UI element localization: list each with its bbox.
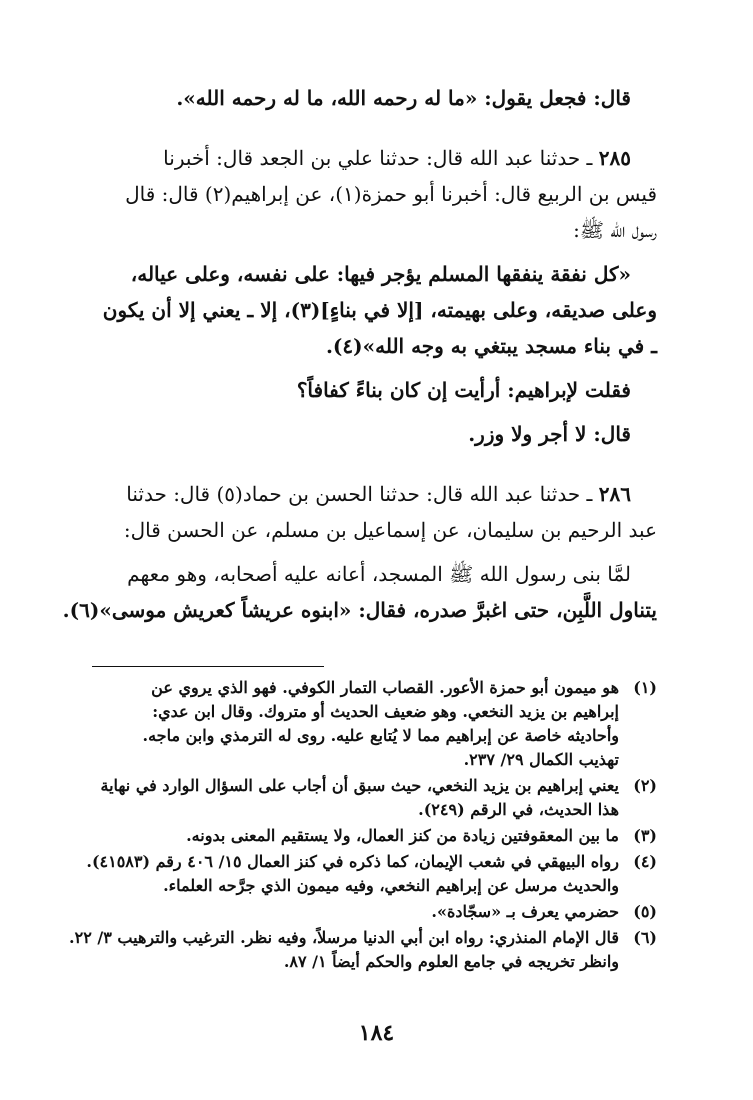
hadith-285-number: ٢٨٥ [598, 146, 631, 170]
hadith-285-isnad-line-2: قيس بن الربيع قال: أخبرنا أبو حمزة(١)، عن إبراهيم(٢) قال: قال [125, 182, 657, 206]
footnote-line: وانظر تخريجه في جامع العلوم والحكم أيضاً ١/ ٨٧. [283, 952, 619, 971]
footnote-divider [92, 666, 324, 667]
footnote-line: هذا الحديث، في الرقم (٢٤٩). [418, 800, 619, 819]
spacer [87, 364, 657, 372]
footnote-line: قال الإمام المنذري: رواه ابن أبي الدنيا مرسلاً، وفيه نظر. الترغيب والترهيب ٣/ ٢٢. [69, 928, 619, 947]
hadith-285-answer: قال: لا أجر ولا وزر. [468, 422, 631, 446]
hadith-286-isnad-line-1 [87, 476, 657, 512]
spacer [87, 548, 657, 556]
spacer [87, 452, 657, 476]
footnote-line: يعني إبراهيم بن يزيد النخعي، حيث سبق أن أجاب على السؤال الوارد في نهاية [100, 776, 619, 795]
hadith-285-isnad-line-3: رسول الله ﷺ: [573, 218, 657, 242]
footnote-number: (٣) [633, 826, 657, 845]
footnote-number: (٤) [633, 852, 657, 871]
hadith-285-matn-line-3: ـ في بناء مسجد يبتغي به وجه الله»(٤). [325, 334, 657, 358]
footnote-body [69, 926, 619, 974]
footnote-number: (٢) [633, 776, 657, 795]
hadith-286-isnad-text-1: ـ حدثنا عبد الله قال: حدثنا الحسن بن حماد(٥) قال: حدثنا [126, 482, 599, 506]
footnote-5 [87, 900, 657, 924]
opening-line: قال: فجعل يقول: «ما له رحمه الله، ما له رحمه الله». [176, 86, 631, 110]
footnote-body [87, 900, 619, 924]
footnote-number: (١) [633, 678, 657, 697]
hadith-285-matn-line-1: «كل نفقة ينفقها المسلم يؤجر فيها: على نفسه، وعلى عياله، [130, 262, 631, 286]
hadith-285-isnad-text-1: ـ حدثنا عبد الله قال: حدثنا علي بن الجعد قال: أخبرنا [163, 146, 599, 170]
hadith-285-isnad-line-1 [87, 140, 657, 176]
footnote-3 [87, 824, 657, 848]
footnote-1 [87, 676, 657, 772]
footnote-line: رواه البيهقي في شعب الإيمان، كما ذكره في كنز العمال ١٥/ ٤٠٦ رقم (٤١٥٨٣). [86, 852, 619, 871]
footnote-line: والحديث مرسل عن إبراهيم النخعي، وفيه ميمون الذي جرَّحه العلماء. [163, 876, 619, 895]
footnote-line: إبراهيم بن يزيد النخعي. وهو ضعيف الحديث أو متروك. وقال ابن عدي: [152, 702, 619, 721]
footnote-line: حضرمي يعرف بـ «سجّادة». [431, 902, 619, 921]
footnote-2 [87, 774, 657, 822]
footnote-line: وأحاديثه خاصة عن إبراهيم مما لا يُتابع عليه. روى له الترمذي وابن ماجه. [142, 726, 619, 745]
spacer [87, 408, 657, 416]
spacer [87, 116, 657, 140]
hadith-286-number: ٢٨٦ [598, 482, 631, 506]
hadith-286-matn-line-2: يتناول اللَّبِن، حتى اغبرَّ صدره، فقال: «ابنوه عريشاً كعريش موسى»(٦). [62, 598, 657, 622]
footnote-line: تهذيب الكمال ٢٩/ ٢٣٧. [463, 750, 619, 769]
hadith-285-matn-line-2: وعلى صديقه، وعلى بهيمته، [إلا في بناءٍ](٣)، إلا ـ يعني إلا أن يكون [102, 298, 657, 322]
footnote-body [87, 676, 619, 772]
main-text [62, 80, 657, 628]
page-number: ١٨٤ [358, 1020, 395, 1046]
footnote-number: (٥) [633, 902, 657, 921]
hadith-285-question: فقلت لإبراهيم: أرأيت إن كان بناءً كفافاً؟ [296, 378, 631, 402]
footnotes [69, 676, 657, 976]
footnote-line: هو ميمون أبو حمزة الأعور. القصاب التمار الكوفي. فهو الذي يروي عن [151, 678, 619, 697]
footnote-body [87, 774, 619, 822]
footnote-4 [87, 850, 657, 898]
footnote-line: ما بين المعقوفتين زيادة من كنز العمال، ولا يستقيم المعنى بدونه. [186, 826, 619, 845]
hadith-286-matn-line-1: لمَّا بنى رسول الله ﷺ المسجد، أعانه عليه أصحابه، وهو معهم [127, 562, 631, 586]
footnote-body [87, 824, 619, 848]
hadith-286-isnad-line-2: عبد الرحيم بن سليمان، عن إسماعيل بن مسلم، عن الحسن قال: [123, 518, 657, 542]
footnote-6 [69, 926, 657, 974]
footnote-body [86, 850, 619, 898]
footnote-number: (٦) [633, 928, 657, 947]
spacer [87, 248, 657, 256]
